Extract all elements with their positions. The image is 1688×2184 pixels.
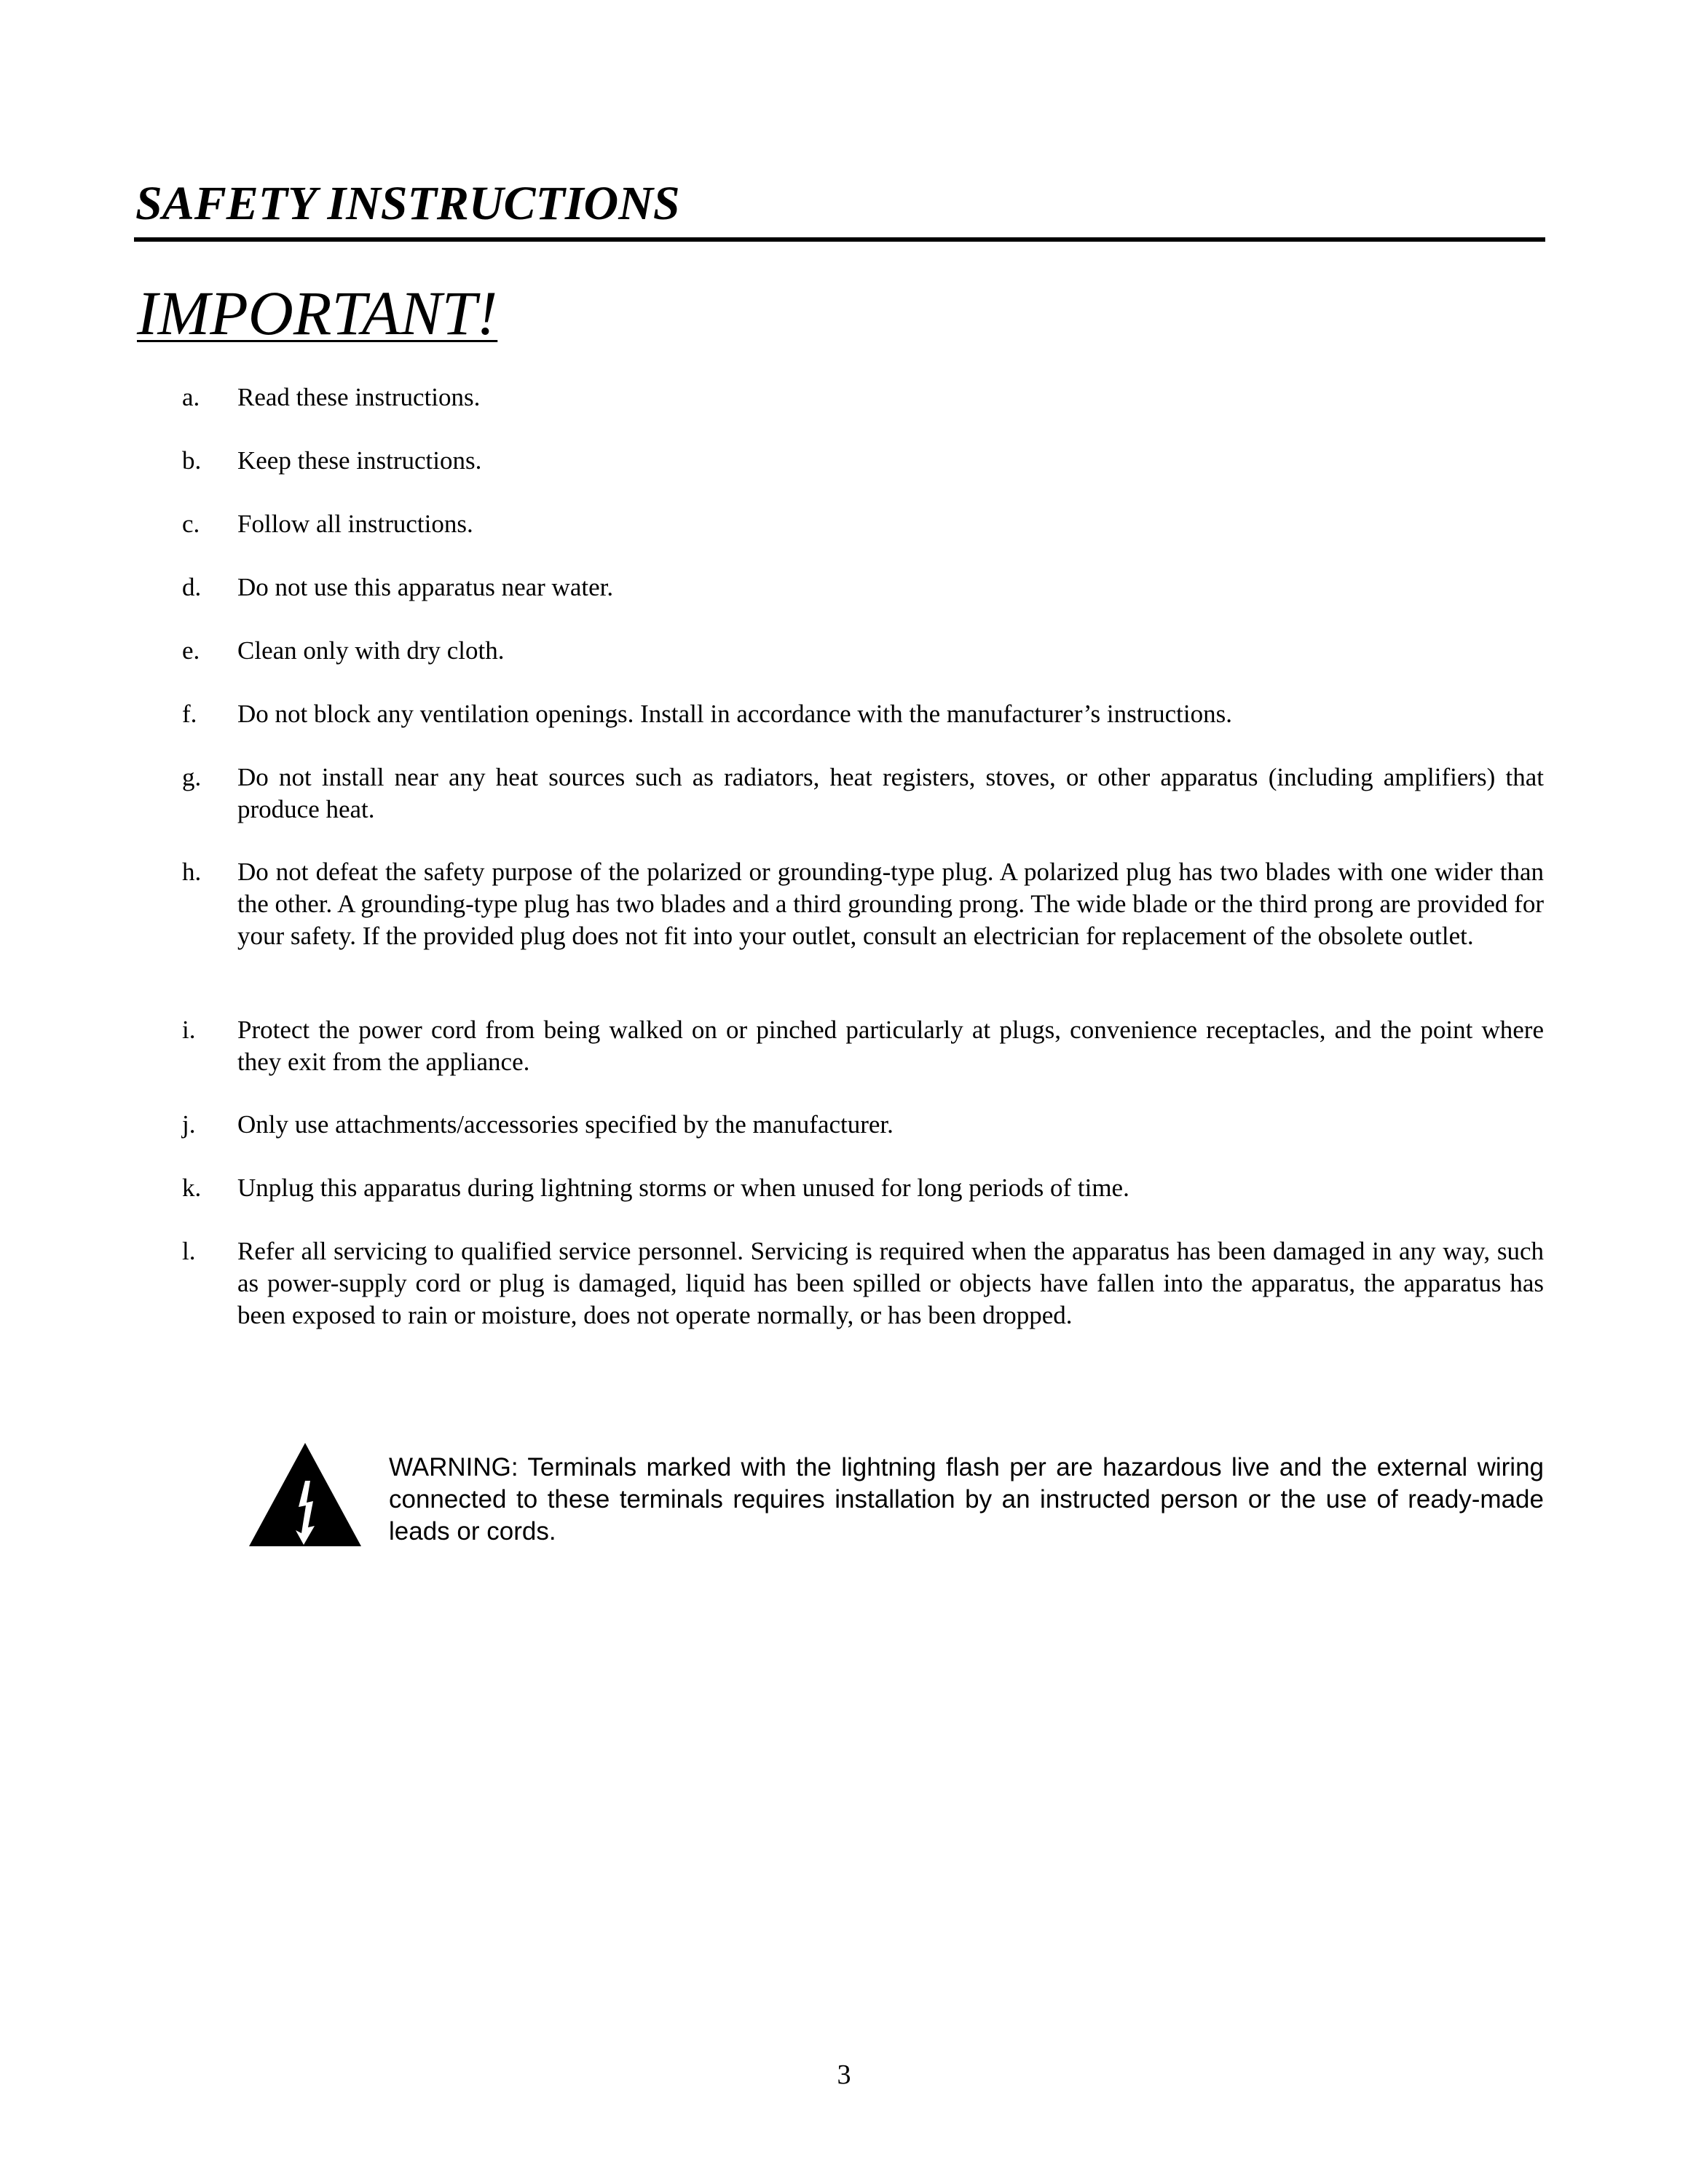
- lightning-flash-warning-icon: [248, 1441, 363, 1548]
- instruction-letter: j.: [182, 1110, 196, 1139]
- instruction-text: Do not install near any heat sources such as radiators, heat registers, stoves, or other apparatus (including amplifiers) that produce heat.: [237, 763, 1544, 823]
- instruction-letter: g.: [182, 763, 202, 791]
- instruction-text: Unplug this apparatus during lightning storms or when unused for long periods of time.: [237, 1174, 1129, 1202]
- page-number: 3: [837, 2060, 851, 2090]
- instruction-text: Do not use this apparatus near water.: [237, 573, 614, 601]
- instruction-text: Read these instructions.: [237, 383, 481, 411]
- instruction-letter: h.: [182, 858, 202, 886]
- instruction-text: Do not defeat the safety purpose of the polarized or grounding-type plug. A polarized plug has two blades with one wider than the other. A grounding-type plug has two blades and a third grounding prong. The wide blade or the third prong are provided for your safety. If the provided plug does not fit into your outlet, consult an electrician for replacement of the obsolete outlet.: [237, 858, 1544, 950]
- instruction-letter: i.: [182, 1016, 196, 1044]
- instruction-letter: l.: [182, 1237, 196, 1265]
- important-heading: IMPORTANT!: [137, 278, 498, 348]
- instruction-letter: c.: [182, 510, 200, 538]
- instruction-letter: b.: [182, 446, 202, 475]
- instruction-text: Follow all instructions.: [237, 510, 473, 538]
- instruction-text: Do not block any ventilation openings. Install in accordance with the manufacturer’s instructions.: [237, 700, 1232, 728]
- instruction-letter: e.: [182, 636, 200, 665]
- instruction-letter: d.: [182, 573, 202, 601]
- instruction-text: Only use attachments/accessories specified by the manufacturer.: [237, 1110, 894, 1139]
- section-title: SAFETY INSTRUCTIONS: [135, 177, 680, 230]
- instruction-letter: k.: [182, 1174, 202, 1202]
- instruction-text: Clean only with dry cloth.: [237, 636, 505, 665]
- instruction-text: Refer all servicing to qualified service personnel. Servicing is required when the apparatus has been damaged in any way, such as power-supply cord or plug is damaged, liquid has been spilled or objects have fallen into the apparatus, the apparatus has been exposed to rain or moisture, does not operate normally, or has been dropped.: [237, 1237, 1544, 1329]
- warning-text: WARNING: Terminals marked with the lightning flash per are hazardous live and the external wiring connected to these terminals requires installation by an instructed person or the use of ready-made leads or cords.: [389, 1453, 1544, 1546]
- instruction-text: Protect the power cord from being walked on or pinched particularly at plugs, convenience receptacles, and the point where they exit from the appliance.: [237, 1016, 1544, 1076]
- instruction-letter: f.: [182, 700, 197, 728]
- instruction-letter: a.: [182, 383, 200, 411]
- title-rule: [134, 237, 1545, 242]
- instruction-text: Keep these instructions.: [237, 446, 482, 475]
